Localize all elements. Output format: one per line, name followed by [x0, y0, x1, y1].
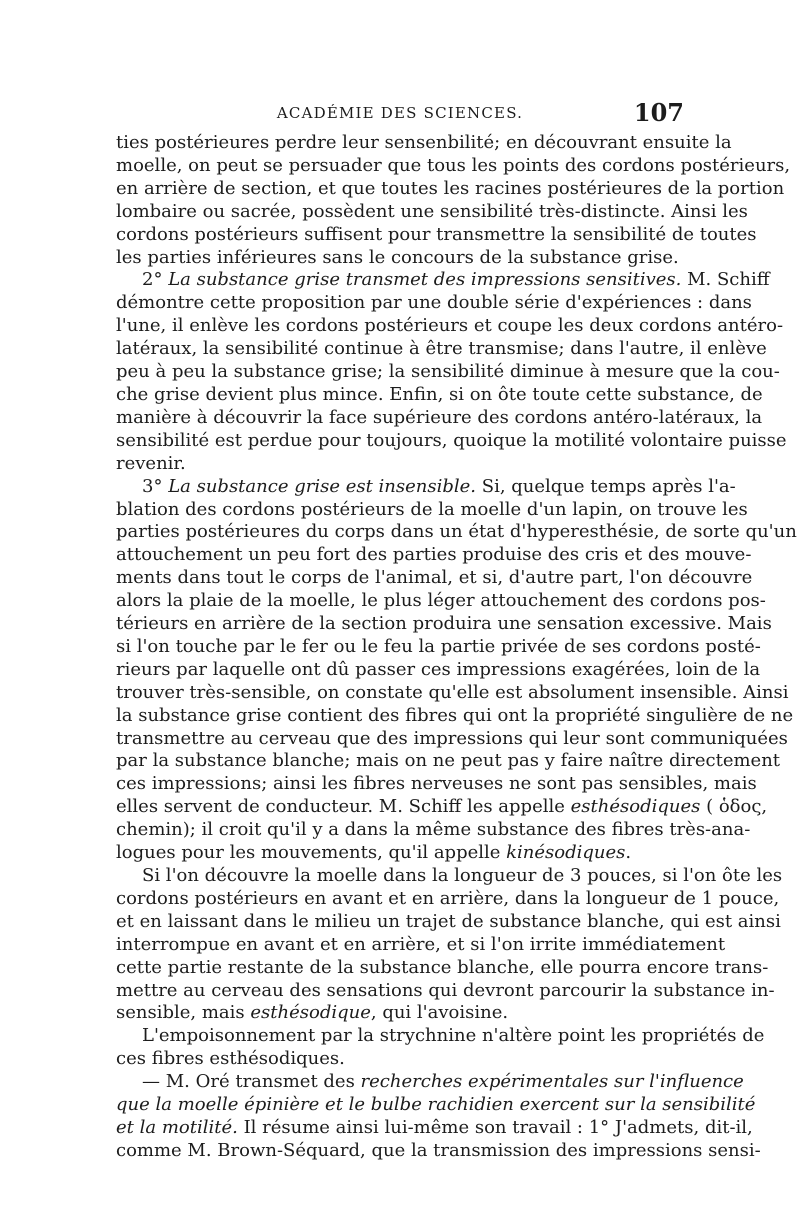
text-line	[116, 521, 797, 544]
text-line	[116, 292, 752, 315]
line-text: Si, quelque temps après l'a-	[476, 475, 736, 497]
text-line	[116, 956, 769, 980]
text-line	[116, 177, 785, 201]
body-text	[116, 132, 797, 1163]
text-line	[116, 406, 763, 430]
line-text: sensibilité est perdue pour toujours, quoique la motilité volontaire puisse	[116, 429, 787, 451]
line-italic-text: que la moelle épinière et le bulbe rachidien exercent sur la sensibilité	[116, 1094, 756, 1116]
text-line	[116, 1025, 765, 1048]
line-text: mettre au cerveau des sensations qui devront parcourir la substance in-	[116, 979, 775, 1001]
text-line	[116, 1071, 744, 1094]
line-text: ments dans tout le corps de l'animal, et si, d'autre part, l'on découvre	[116, 567, 753, 589]
line-text: che grise devient plus mince. Enfin, si on ôte toute cette substance, de	[116, 383, 763, 405]
line-text: cordons postérieurs suffisent pour transmettre la sensibilité de toutes	[116, 223, 757, 245]
line-text: blation des cordons postérieurs de la moelle d'un lapin, on trouve les	[116, 498, 748, 520]
text-line	[116, 613, 772, 636]
text-line	[116, 887, 780, 911]
line-text: cette partie restante de la substance blanche, elle pourra encore trans-	[116, 956, 769, 978]
line-text: ties postérieures perdre leur sensenbilité; en découvrant ensuite la	[116, 132, 732, 153]
line-text: cordons postérieurs en avant et en arrière, dans la longueur de 1 pouce,	[116, 887, 780, 909]
line-text: revenir.	[116, 452, 186, 474]
line-text: transmettre au cerveau que des impressions qui leur sont communiquées	[116, 727, 788, 749]
text-line	[116, 658, 761, 682]
text-line	[116, 429, 787, 453]
line-text: si l'on touche par le fer ou le feu la partie privée de ses cordons posté-	[116, 635, 761, 657]
line-text: ces impressions; ainsi les fibres nerveuses ne sont pas sensibles, mais	[116, 773, 757, 795]
text-line	[116, 704, 794, 728]
line-text: parties postérieures du corps dans un état d'hyperesthésie, de sorte qu'un	[116, 521, 797, 543]
line-text: la substance grise contient des fibres qui ont la propriété singulière de ne	[116, 704, 794, 726]
line-text: M. Schiff	[681, 269, 770, 291]
text-line	[116, 361, 780, 384]
page-number: 107	[633, 98, 684, 127]
line-text: .	[625, 842, 632, 864]
text-line	[116, 1094, 756, 1117]
line-text: — M. Oré transmet des	[142, 1071, 361, 1093]
text-line	[116, 247, 684, 270]
line-text: alors la plaie de la moelle, le plus léger attouchement des cordons pos-	[116, 590, 766, 612]
line-text: rieurs par laquelle ont dû passer ces impressions exagérées, loin de la	[116, 658, 761, 680]
line-text: ces fibres esthésodiques.	[116, 1048, 345, 1070]
text-line	[116, 590, 766, 613]
line-text: trouver très-sensible, on constate qu'elle est absolument insensible. Ainsi	[116, 681, 789, 703]
text-line	[116, 635, 761, 659]
line-text: et en laissant dans le milieu un trajet de substance blanche, qui est ainsi	[116, 910, 781, 932]
text-line	[116, 933, 726, 957]
text-line	[116, 750, 781, 773]
text-line	[116, 727, 788, 751]
text-line	[116, 383, 763, 407]
text-line	[116, 567, 753, 590]
text-line	[116, 544, 752, 567]
text-line	[116, 200, 748, 224]
line-text: chemin); il croit qu'il y a dans la même substance des fibres très-ana-	[116, 819, 751, 841]
text-line	[116, 338, 767, 361]
line-text: Si l'on découvre la moelle dans la longueur de 3 pouces, si l'on ôte les	[142, 865, 783, 886]
line-italic-text: kinésodiques	[506, 842, 626, 864]
line-text: latéraux, la sensibilité continue à être transmise; dans l'autre, il enlève	[116, 338, 767, 360]
line-text: peu à peu la substance grise; la sensibilité diminue à mesure que la cou-	[116, 361, 780, 383]
text-line	[116, 1048, 684, 1071]
text-line	[116, 1002, 684, 1025]
line-text: les parties inférieures sans le concours de la substance grise.	[116, 246, 679, 268]
text-line	[116, 819, 751, 842]
line-italic-text: esthésodique	[250, 1002, 371, 1024]
line-text: elles servent de conducteur. M. Schiff les appelle	[116, 796, 571, 818]
line-text: L'empoisonnement par la strychnine n'altère point les propriétés de	[142, 1025, 765, 1047]
text-line	[116, 1116, 753, 1140]
text-line	[116, 979, 775, 1003]
line-text: Il résume ainsi lui-même son travail : 1° J'admets, dit-il,	[237, 1116, 753, 1138]
text-line	[116, 865, 783, 888]
line-text: par la substance blanche; mais on ne peut pas y faire naître directement	[116, 750, 781, 772]
running-head	[116, 98, 684, 128]
line-text: manière à découvrir la face supérieure des cordons antéro-latéraux, la	[116, 406, 763, 428]
line-text: interrompue en avant et en arrière, et si l'on irrite immédiatement	[116, 933, 726, 955]
line-text: lombaire ou sacrée, possèdent une sensibilité très-distincte. Ainsi les	[116, 200, 748, 222]
running-title: ACADÉMIE DES SCIENCES.	[276, 104, 524, 122]
line-text: sensible, mais	[116, 1002, 251, 1024]
line-text: en arrière de section, et que toutes les racines postérieures de la portion	[116, 177, 785, 199]
line-italic-text: et la motilité.	[116, 1116, 238, 1138]
text-line	[116, 475, 736, 499]
text-line	[116, 796, 768, 819]
line-text: moelle, on peut se persuader que tous les points des cordons postérieurs,	[116, 154, 791, 176]
line-text: 2°	[142, 269, 169, 291]
line-text: l'une, il enlève les cordons postérieurs et coupe les deux cordons antéro-	[116, 315, 784, 337]
line-text: attouchement un peu fort des parties produise des cris et des mouve-	[116, 544, 752, 566]
line-italic-text: La substance grise transmet des impressions sensitives.	[168, 269, 682, 291]
text-line	[116, 453, 684, 476]
line-text: comme M. Brown-Séquard, que la transmission des impressions sensi-	[116, 1139, 761, 1161]
text-line	[116, 498, 748, 522]
line-text: 3°	[142, 475, 169, 497]
line-text: démontre cette proposition par une double série d'expériences : dans	[116, 292, 752, 314]
text-line	[116, 315, 784, 338]
text-line	[116, 910, 781, 934]
line-italic-text: La substance grise est insensible.	[168, 475, 477, 497]
text-line	[116, 1139, 761, 1163]
text-line	[116, 269, 770, 292]
text-line	[116, 132, 732, 155]
line-text: térieurs en arrière de la section produira une sensation excessive. Mais	[116, 613, 772, 635]
text-line	[116, 223, 757, 247]
line-italic-text: esthésodiques	[570, 796, 701, 818]
text-line	[116, 154, 791, 178]
line-text: ( ὁδος,	[700, 796, 768, 818]
text-line	[116, 773, 757, 796]
line-italic-text: recherches expérimentales sur l'influence	[360, 1071, 744, 1093]
text-line	[116, 681, 789, 705]
line-text: logues pour les mouvements, qu'il appelle	[116, 842, 507, 864]
text-line	[116, 842, 684, 865]
line-text: , qui l'avoisine.	[370, 1002, 509, 1024]
